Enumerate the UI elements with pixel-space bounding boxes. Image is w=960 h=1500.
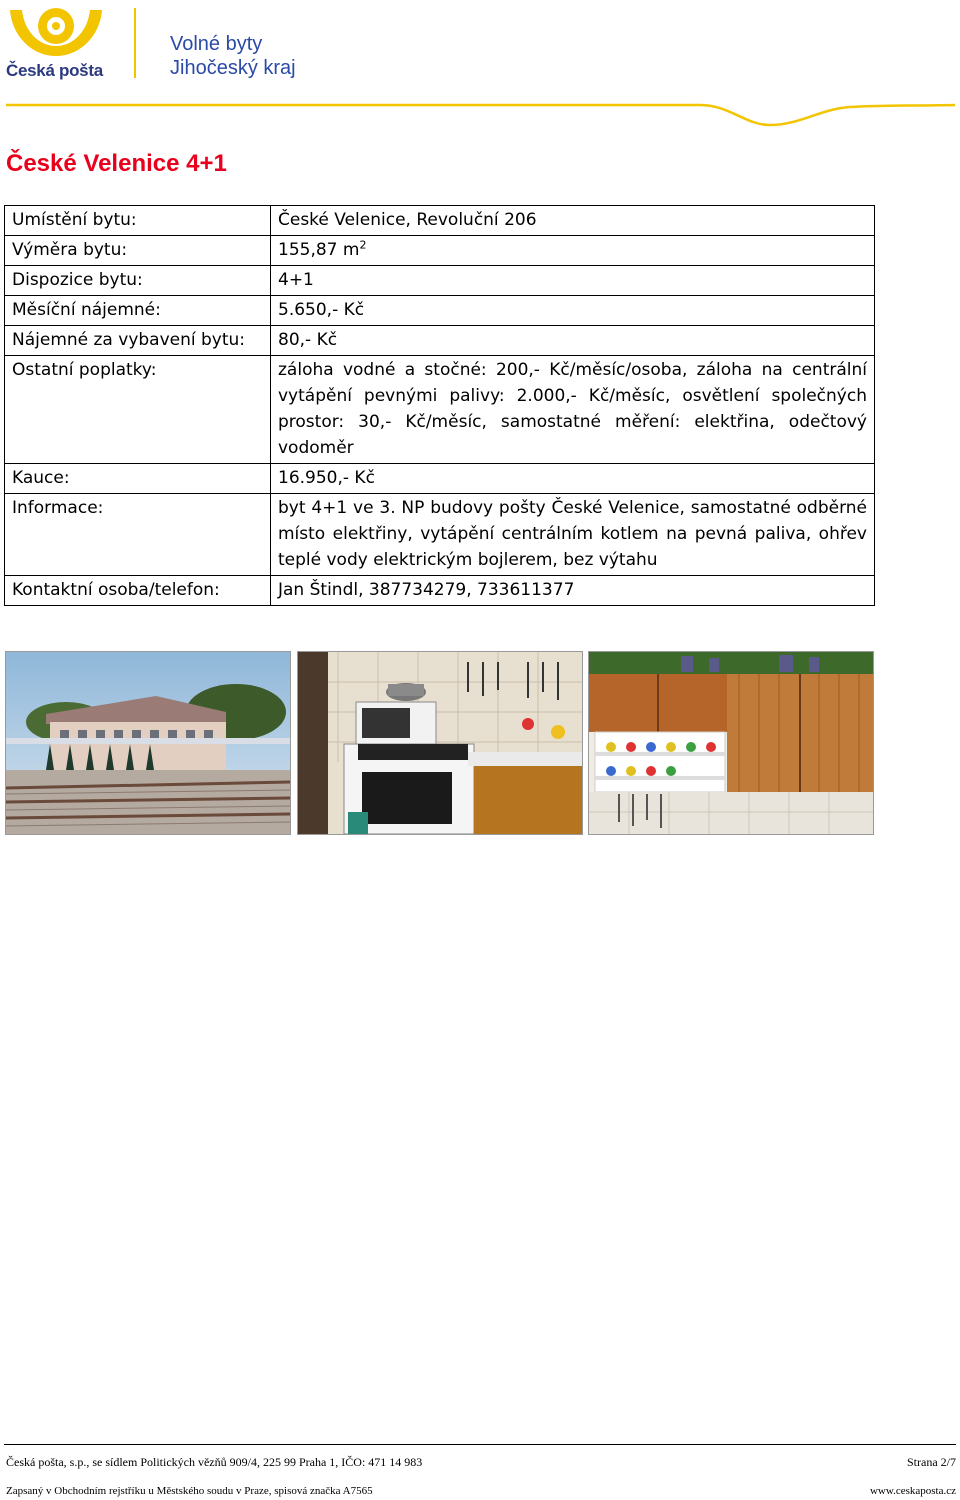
photo-building: [5, 651, 291, 835]
table-row: [5, 356, 875, 464]
page-title: České Velenice 4+1: [6, 150, 227, 177]
posthorn-icon: [6, 4, 106, 64]
row-value: České Velenice, Revoluční 206: [271, 206, 875, 236]
table-row: [5, 576, 875, 606]
footer-website: www.ceskaposta.cz: [869, 1485, 956, 1497]
row-value: 5.650,- Kč: [271, 296, 875, 326]
header-titles: [170, 32, 296, 80]
table-row: [5, 464, 875, 494]
table-row: [5, 266, 875, 296]
table-row: [5, 206, 875, 236]
row-value: 4+1: [271, 266, 875, 296]
header-wave-line: [0, 95, 960, 130]
footer-registry: Zapsaný v Obchodním rejstříku u Městského soudu v Praze, spisová značka A7565: [6, 1485, 373, 1497]
row-label: Výměra bytu:: [5, 236, 271, 266]
footer-page-number: Strana 2/7: [907, 1455, 956, 1469]
photo-kitchen-cabinets: [588, 651, 874, 835]
row-label: Nájemné za vybavení bytu:: [5, 326, 271, 356]
table-row: [5, 236, 875, 266]
footer-address: Česká pošta, s.p., se sídlem Politických vězňů 909/4, 225 99 Praha 1, IČO: 471 14 983: [6, 1455, 423, 1469]
row-value: 16.950,- Kč: [271, 464, 875, 494]
row-label: Umístění bytu:: [5, 206, 271, 236]
table-row: [5, 494, 875, 576]
table-row: [5, 326, 875, 356]
header-divider: [134, 8, 136, 78]
row-label: Měsíční nájemné:: [5, 296, 271, 326]
row-value: [271, 236, 875, 266]
logo-text: Česká pošta: [6, 61, 103, 80]
photo-kitchen-stove: [297, 651, 583, 835]
page-header: [0, 0, 960, 130]
row-value: byt 4+1 ve 3. NP budovy pošty České Velenice, samostatné odběrné místo elektřiny, vytápění centrálním kotlem na pevná paliva, ohřev teplé vody elektrickým bojlerem, bez výtahu: [271, 494, 875, 576]
row-label: Ostatní poplatky:: [5, 356, 271, 464]
ceska-posta-logo: [6, 4, 106, 80]
row-label: Kauce:: [5, 464, 271, 494]
row-value: 80,- Kč: [271, 326, 875, 356]
row-label: Dispozice bytu:: [5, 266, 271, 296]
area-unit-exponent: 2: [359, 238, 367, 252]
footer-divider: [4, 1444, 956, 1445]
row-label: Informace:: [5, 494, 271, 576]
row-value: Jan Štindl, 387734279, 733611377: [271, 576, 875, 606]
apartment-info-table: [4, 205, 875, 606]
area-value: 155,87 m: [278, 240, 360, 260]
header-subtitle: Jihočeský kraj: [170, 57, 296, 79]
row-label: Kontaktní osoba/telefon:: [5, 576, 271, 606]
row-value: záloha vodné a stočné: 200,- Kč/měsíc/osoba, záloha na centrální vytápění pevnými palivy: 2.000,- Kč/měsíc, osvětlení společných prostor: 30,- Kč/měsíc, samostatné měření: elektřina, odečtový vodoměr: [271, 356, 875, 464]
header-title: Volné byty: [170, 33, 263, 55]
table-row: [5, 296, 875, 326]
